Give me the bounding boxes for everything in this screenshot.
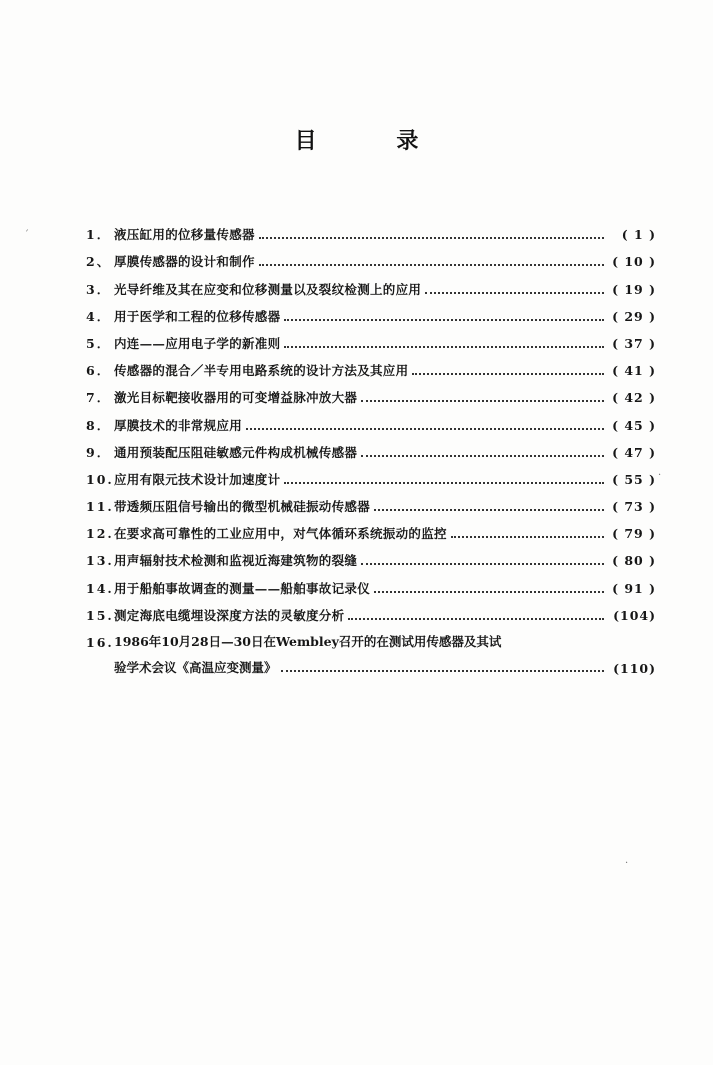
entry-title: 应用有限元技术设计加速度计 — [114, 471, 281, 487]
entry-number: 9． — [86, 444, 112, 460]
toc-entry — [86, 325, 656, 352]
toc-entry — [86, 298, 656, 325]
entry-title: 用于船舶事故调查的测量——船舶事故记录仪 — [114, 580, 371, 596]
entry-page: ( 29 ) — [612, 308, 656, 324]
dot-leader — [259, 237, 604, 239]
entry-page: ( 37 ) — [612, 335, 656, 351]
entry-number: 7． — [86, 390, 112, 406]
toc-entry — [86, 216, 656, 243]
entry-title: 内连——应用电子学的新准则 — [114, 335, 281, 351]
entry-page: ( 42 ) — [612, 390, 656, 406]
entry-number: 6． — [86, 363, 112, 379]
dot-leader — [361, 400, 604, 402]
entry-number: 2、 — [86, 254, 112, 270]
toc-entry — [86, 542, 656, 569]
dot-leader — [451, 536, 604, 538]
entry-number: 11. — [86, 499, 114, 515]
entry-number: 4． — [86, 308, 112, 324]
entry-title: 在要求高可靠性的工业应用中，对气体循环系统振动的监控 — [114, 526, 447, 542]
entry-page: (104) — [613, 607, 656, 623]
toc-entry — [86, 515, 656, 542]
toc-entry — [86, 352, 656, 379]
entry-number: 10. — [86, 471, 114, 487]
entry-page: ( 45 ) — [612, 417, 656, 433]
entry-page: ( 1 ) — [621, 227, 656, 243]
toc-entry — [86, 379, 656, 406]
entry-number: 8． — [86, 417, 112, 433]
entry-page: ( 91 ) — [612, 580, 656, 596]
entry-number: 16. — [86, 634, 114, 650]
scan-mark: ˊ — [24, 230, 29, 241]
dot-leader — [246, 428, 604, 430]
entry-title: 光导纤维及其在应变和位移测量以及裂纹检测上的应用 — [114, 281, 422, 297]
dot-leader — [284, 482, 604, 484]
dot-leader — [374, 509, 604, 511]
entry-page: ( 47 ) — [612, 444, 656, 460]
entry-title-continued: 验学术会议《高温应变测量》 — [114, 659, 277, 675]
scan-mark: · — [658, 470, 662, 481]
dot-leader — [284, 346, 604, 348]
entry-number: 1． — [86, 227, 112, 243]
dot-leader — [425, 292, 604, 294]
entry-page: ( 41 ) — [612, 363, 656, 379]
entry-number: 3． — [86, 281, 112, 297]
dot-leader — [361, 563, 604, 565]
toc-entry — [86, 597, 656, 624]
dot-leader — [412, 373, 604, 375]
entry-title: 用声辐射技术检测和监视近海建筑物的裂缝 — [114, 553, 358, 569]
entry-number: 13. — [86, 553, 114, 569]
entry-line-2 — [86, 650, 656, 676]
entry-page: ( 10 ) — [612, 254, 656, 270]
toc-entry — [86, 569, 656, 596]
entry-page: (110) — [613, 660, 656, 676]
entry-title: 传感器的混合／半专用电路系统的设计方法及其应用 — [114, 363, 409, 379]
toc-entry-multiline — [86, 624, 656, 676]
entry-page: ( 19 ) — [612, 281, 656, 297]
entry-title: 测定海底电缆埋设深度方法的灵敏度分析 — [114, 607, 345, 623]
entry-title: 厚膜传感器的设计和制作 — [114, 254, 255, 270]
dot-leader — [281, 670, 604, 672]
toc-entry — [86, 270, 656, 297]
entry-title: 用于医学和工程的位移传感器 — [114, 308, 281, 324]
entry-title: 带透频压阻信号输出的微型机械硅振动传感器 — [114, 499, 371, 515]
entry-number: 15. — [86, 607, 114, 623]
toc-entry — [86, 243, 656, 270]
dot-leader — [374, 591, 604, 593]
entry-page: ( 55 ) — [612, 471, 656, 487]
entry-title: 厚膜技术的非常规应用 — [114, 417, 243, 433]
entry-number: 14. — [86, 580, 114, 596]
entry-title: 通用预装配压阻硅敏感元件构成机械传感器 — [114, 444, 358, 460]
toc-entry — [86, 461, 656, 488]
dot-leader — [361, 455, 604, 457]
entry-title: 液压缸用的位移量传感器 — [114, 227, 255, 243]
scan-mark: · — [625, 858, 629, 869]
toc-entry — [86, 488, 656, 515]
entry-page: ( 80 ) — [612, 553, 656, 569]
dot-leader — [284, 319, 604, 321]
entry-number: 12. — [86, 526, 114, 542]
toc-entry — [86, 434, 656, 461]
entry-page: ( 79 ) — [612, 526, 656, 542]
entry-line-1 — [86, 628, 656, 650]
entry-title: 1986年10月28日—30日在Wembley召开的在测试用传感器及其试 — [114, 633, 502, 649]
dot-leader — [348, 618, 604, 620]
page-title: 目 录 — [294, 129, 455, 154]
entry-number: 5． — [86, 335, 112, 351]
toc-entry — [86, 406, 656, 433]
dot-leader — [259, 264, 604, 266]
table-of-contents — [86, 216, 656, 676]
entry-title: 激光目标靶接收器用的可变增益脉冲放大器 — [114, 390, 358, 406]
entry-page: ( 73 ) — [612, 499, 656, 515]
